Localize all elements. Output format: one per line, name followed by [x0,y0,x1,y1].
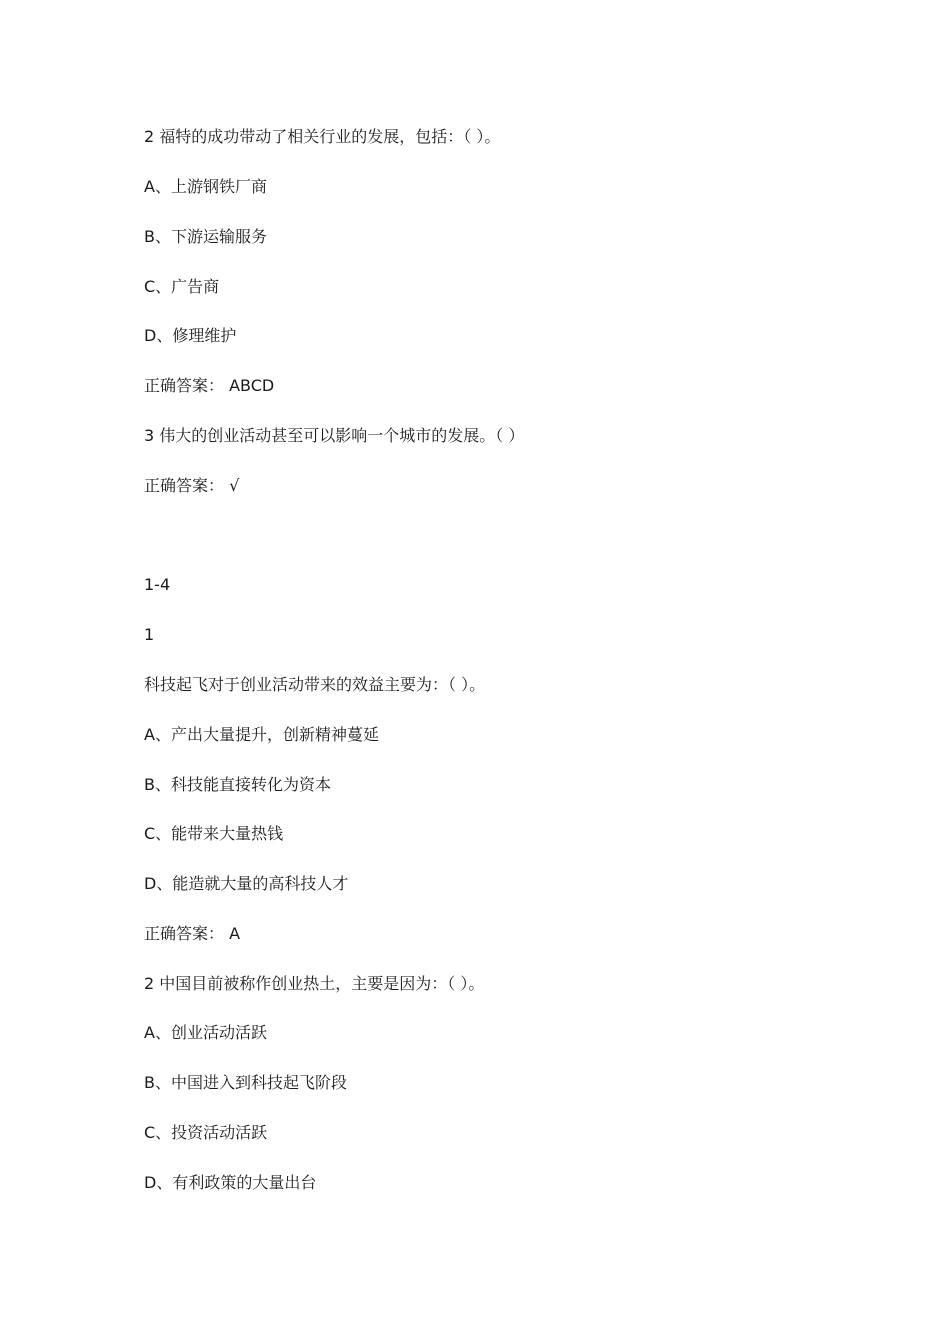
option-d: D、有利政策的大量出台 [144,1173,317,1192]
option-c: C、投资活动活跃 [144,1123,268,1142]
question-2-stem: 2 福特的成功带动了相关行业的发展，包括：（ ）。 [144,127,501,146]
option-a: A、上游钢铁厂商 [144,177,267,196]
option-d: D、修理维护 [144,326,237,345]
option-b: B、下游运输服务 [144,227,267,246]
question-1-stem: 科技起飞对于创业活动带来的效益主要为：（ ）。 [144,675,486,694]
option-a: A、产出大量提升，创新精神蔓延 [144,725,379,744]
option-b: B、科技能直接转化为资本 [144,775,331,794]
option-d: D、能造就大量的高科技人才 [144,874,349,893]
answer: 正确答案： ABCD [144,376,275,395]
question-number: 1 [144,625,155,644]
option-c: C、能带来大量热钱 [144,824,284,843]
option-b: B、中国进入到科技起飞阶段 [144,1073,347,1092]
section-heading: 1-4 [144,575,171,594]
option-c: C、广告商 [144,277,220,296]
question-2-stem: 2 中国目前被称作创业热土，主要是因为：（ ）。 [144,974,485,993]
answer: 正确答案： √ [144,476,240,495]
question-3-stem: 3 伟大的创业活动甚至可以影响一个城市的发展。（ ） [144,426,525,445]
answer: 正确答案： A [144,924,241,943]
option-a: A、创业活动活跃 [144,1023,267,1042]
